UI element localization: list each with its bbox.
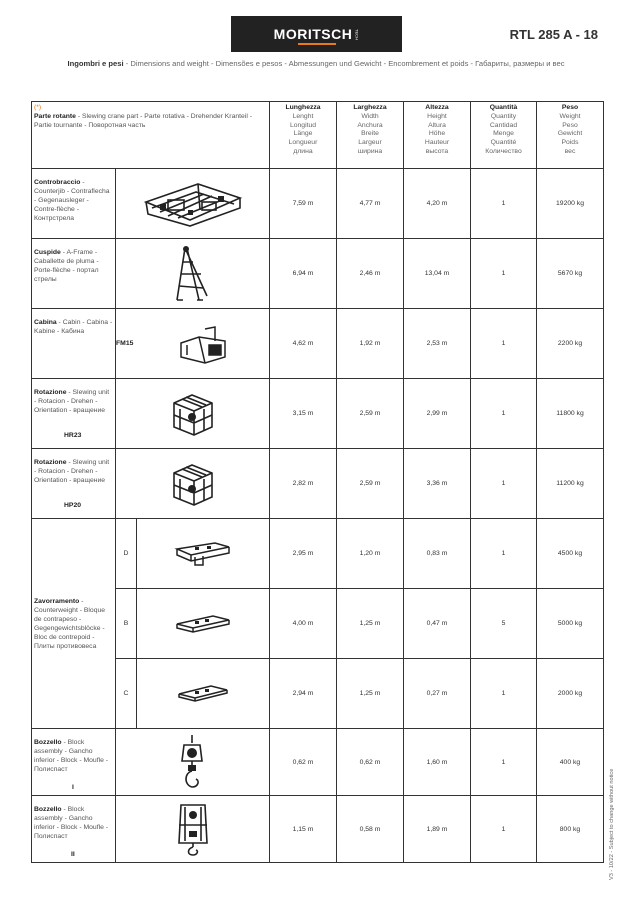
row-description: Rotazione - Slewing unit - Rotacion - Drehen - Orientation - вращение HP20 [32, 449, 116, 519]
quantity-value: 1 [471, 519, 537, 589]
height-value: 4,20 m [404, 169, 471, 239]
width-value: 0,62 m [337, 729, 404, 796]
a-frame-drawing-icon [116, 239, 270, 309]
header-description-cell: (*) Parte rotante - Slewing crane part - Parte rotativa - Drehender Kranteil - Partie tournante - Поворотная часть [32, 102, 270, 169]
width-value: 1,25 m [337, 659, 404, 729]
quantity-value: 5 [471, 589, 537, 659]
weight-value: 11200 kg [537, 449, 604, 519]
counterweight-block-c-icon [137, 659, 270, 729]
footnote-marker: (*) [34, 104, 42, 111]
moritsch-logo [231, 16, 402, 52]
slewing-code: HR23 [64, 432, 82, 439]
row-description: Cabina - Cabin - Cabina - Kabine - Кабина [32, 309, 116, 379]
table-row [32, 379, 604, 449]
table-row [32, 239, 604, 309]
width-value: 2,59 m [337, 449, 404, 519]
counterjib-drawing-icon [116, 169, 270, 239]
row-description: Rotazione - Slewing unit - Rotacion - Drehen - Orientation - вращение HR23 [32, 379, 116, 449]
dimensions-weight-table [31, 101, 604, 863]
header-quantity: Quantità Quantity Cantidad Menge Quantité Количество [471, 102, 537, 169]
table-row [32, 729, 604, 796]
table-row [32, 309, 604, 379]
header-length: Lunghezza Lenght Longitud Länge Longueur длина [270, 102, 337, 169]
double-hook-block-drawing-icon [116, 796, 270, 863]
length-value: 1,15 m [270, 796, 337, 863]
width-value: 1,92 m [337, 309, 404, 379]
quantity-value: 1 [471, 659, 537, 729]
slewing-unit-drawing-icon [116, 379, 270, 449]
length-value: 0,62 m [270, 729, 337, 796]
counterweight-block-d-icon [137, 519, 270, 589]
block-code: I [72, 784, 74, 791]
weight-value: 19200 kg [537, 169, 604, 239]
weight-value: 2200 kg [537, 309, 604, 379]
table-row [32, 589, 604, 659]
logo-subtext: TECH [354, 28, 360, 40]
counterweight-letter: D [116, 519, 137, 589]
height-value: 1,89 m [404, 796, 471, 863]
block-code: II [71, 851, 75, 858]
slewing-code: HP20 [64, 502, 82, 509]
length-value: 4,62 m [270, 309, 337, 379]
cabin-drawing-icon [137, 309, 270, 379]
row-description: Cuspide - A-Frame - Caballette de pluma - Porte-flèche - портал стрелы [32, 239, 116, 309]
quantity-value: 1 [471, 796, 537, 863]
height-value: 0,47 m [404, 589, 471, 659]
counterweight-block-b-icon [137, 589, 270, 659]
height-value: 3,36 m [404, 449, 471, 519]
header-weight: Peso Weight Peso Gewicht Poids вес [537, 102, 604, 169]
length-value: 6,94 m [270, 239, 337, 309]
length-value: 2,94 m [270, 659, 337, 729]
weight-value: 2000 kg [537, 659, 604, 729]
width-value: 4,77 m [337, 169, 404, 239]
width-value: 1,25 m [337, 589, 404, 659]
row-description: Controbraccio - Counterjib - Contraflecha - Gegenausleger - Contre-flèche - Контрстрела [32, 169, 116, 239]
slewing-unit-drawing-icon [116, 449, 270, 519]
height-value: 0,83 m [404, 519, 471, 589]
header-height: Altezza Height Altura Höhe Hauteur высота [404, 102, 471, 169]
counterweight-letter: C [116, 659, 137, 729]
cabin-code: FM15 [116, 340, 134, 347]
quantity-value: 1 [471, 239, 537, 309]
height-value: 2,99 m [404, 379, 471, 449]
weight-value: 11800 kg [537, 379, 604, 449]
length-value: 3,15 m [270, 379, 337, 449]
table-row [32, 659, 604, 729]
height-value: 1,60 m [404, 729, 471, 796]
width-value: 2,59 m [337, 379, 404, 449]
weight-value: 5670 kg [537, 239, 604, 309]
length-value: 2,95 m [270, 519, 337, 589]
table-row [32, 519, 604, 589]
weight-value: 4500 kg [537, 519, 604, 589]
width-value: 2,46 m [337, 239, 404, 309]
length-value: 2,82 m [270, 449, 337, 519]
length-value: 4,00 m [270, 589, 337, 659]
table-row [32, 449, 604, 519]
version-note: V3 - 10/22 - Subject to change without notice [609, 768, 615, 880]
row-description: Bozzello - Block assembly - Gancho inferior - Block - Moufle - Полиспаст II [32, 796, 116, 863]
model-title: RTL 285 A - 18 [509, 27, 598, 42]
page-subtitle: Ingombri e pesi - Dimensions and weight - Dimensões e pesos - Abmessungen und Gewicht - Encombrement et poids - Габариты, размеры и вес [67, 59, 565, 68]
row-description: Bozzello - Block assembly - Gancho inferior - Block - Moufle - Полиспаст I [32, 729, 116, 796]
quantity-value: 1 [471, 449, 537, 519]
quantity-value: 1 [471, 309, 537, 379]
height-value: 0,27 m [404, 659, 471, 729]
cabin-code-cell [116, 309, 137, 379]
length-value: 7,59 m [270, 169, 337, 239]
logo-accent-bar [298, 43, 336, 45]
weight-value: 400 kg [537, 729, 604, 796]
weight-value: 800 kg [537, 796, 604, 863]
width-value: 0,58 m [337, 796, 404, 863]
weight-value: 5000 kg [537, 589, 604, 659]
quantity-value: 1 [471, 729, 537, 796]
table-row [32, 169, 604, 239]
counterweight-letter: B [116, 589, 137, 659]
quantity-value: 1 [471, 379, 537, 449]
header-width: Larghezza Width Anchura Breite Largeur ширина [337, 102, 404, 169]
table-row [32, 796, 604, 863]
logo-wordmark: MORITSCH [273, 26, 353, 42]
hook-block-drawing-icon [116, 729, 270, 796]
quantity-value: 1 [471, 169, 537, 239]
width-value: 1,20 m [337, 519, 404, 589]
height-value: 2,53 m [404, 309, 471, 379]
table-header-row [32, 102, 604, 169]
height-value: 13,04 m [404, 239, 471, 309]
counterweight-description: Zavorramento - Counterweight - Bloque de contrapeso - Gegengewichtsblöcke - Bloc de contrepoid - Плиты противовеса [32, 519, 116, 729]
